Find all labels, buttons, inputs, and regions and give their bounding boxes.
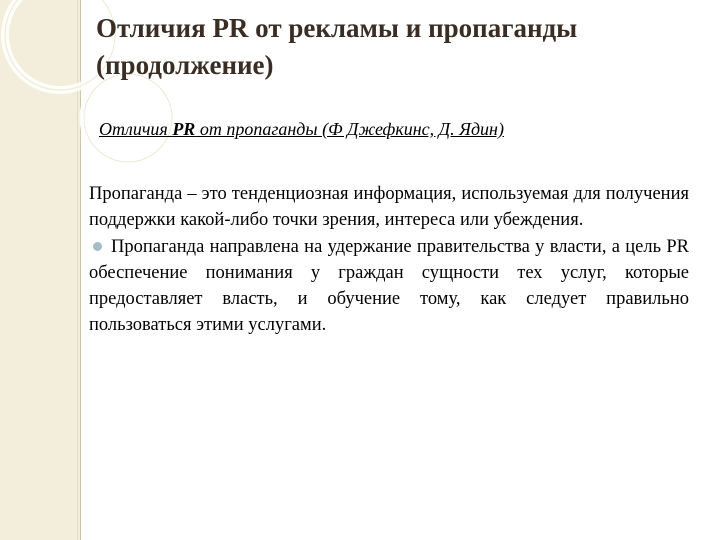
slide-title: Отличия PR от рекламы и пропаганды (продолжение) [96, 13, 578, 80]
paragraph-bullet [89, 234, 689, 339]
subtitle-prefix: Отличия [99, 119, 173, 139]
subtitle-bold: PR [172, 119, 196, 139]
paragraph-definition: Пропаганда – это тенденциозная информация, используемая для получения поддержки какой-либо точки зрения, интереса или убеждения. [89, 184, 689, 231]
subtitle-suffix: от пропаганды (Ф Джефкинс, Д. Ядин) [195, 119, 504, 139]
bullet-dot-icon [93, 242, 102, 251]
slide-subtitle [99, 118, 699, 140]
bullet-text: Пропаганда направлена на удержание правительства у власти, а цель PR обеспечение понимания у граждан сущности тех услуг, которые предоставляет власть, и обучение тому, как следует правильно пользоваться этими услугами. [89, 236, 689, 336]
slide-body [89, 181, 689, 339]
